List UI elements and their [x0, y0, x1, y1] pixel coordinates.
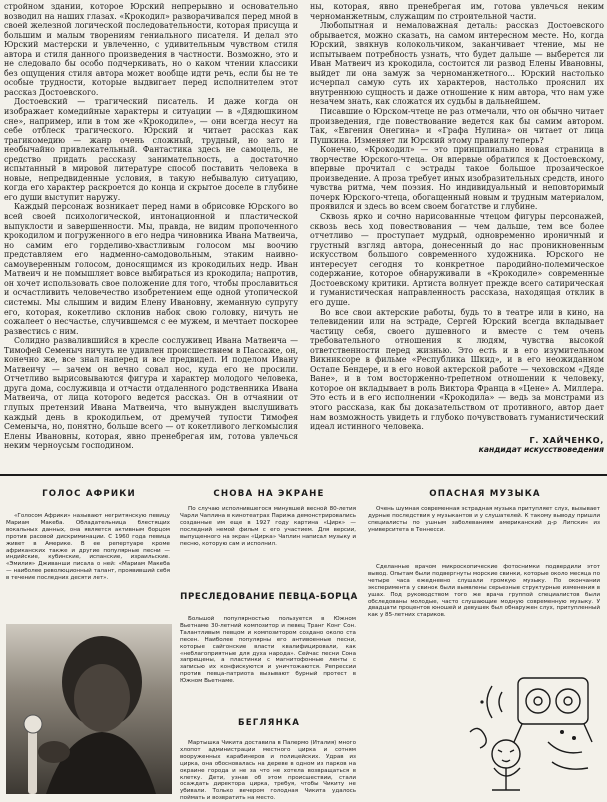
- singer-heading: ПРЕСЛЕДОВАНИЕ ПЕВЦА-БОРЦА: [180, 592, 358, 602]
- news-section: [0, 480, 607, 800]
- singer-text: Большой популярностью пользуется в Южном Вьетнаме 30-летний композитор и певец Транг Конг Сон. Талантливым певцом и композитором создано около ста песен. Наиболее популярны его антивоенные песни, которые сайгонские власти квалифицировали, как «неблагоприятные для духа народа». Сейчас песни Сона запрещены, а пластинки с магнитофонные ленты с записью их конфискуются и уничтожаются. Репрессии против певца-патриота вызывают бурный протест в Южном Вьетнаме.: [180, 616, 356, 685]
- screen-heading: СНОВА НА ЭКРАНЕ: [213, 489, 325, 499]
- article-signature: [310, 435, 604, 454]
- paragraph: Сквозь ярко и сочно нарисованные чтецом фигуры персонажей, сквозь весь ход повествования — чем дальше, тем все более отчетливо — проступает мудрый, одновременно ироничный и грустный взгляд автора, донесенный до нас проникновенным искусством большого современного художника. Юрского не интересует сегодня то конкретное пародийно-полемическое содержание, которое обнаруживали в «Крокодиле» современные Достоевскому критики. Артиста волнует прежде всего сатирическая и гуманистическая направленность рассказа, находящая отклик в его душе.: [310, 212, 604, 307]
- paragraph: Во все свои актерские работы, будь то в театре или в кино, на телевидении или на эстраде, Сергей Юрский всегда вкладывает частицу себя, своего душевного и вместе с тем очень требовательного отношения к людям, чувства высокой ответственности перед жизнью. Это есть и в его изумительном Викниксоре в фильме «Республика Шкид», и в его неожиданном Остапе Бендере, и в его новой актерской работе — чеховском «Дяде Ване», и в том восторженно-трепетном отношении к человеку, которое он вкладывает в роль Виктора Франца в «Цене» А. Миллера. Это есть и в его исполнении «Крокодила» — ведь за монстрами из этого рассказа, как бы доказательством от противного, автор дает нам возможность увидеть и глубоко почувствовать гуманистический идеал истинного человека.: [310, 307, 604, 432]
- runaway-heading: БЕГЛЯНКА: [237, 718, 301, 728]
- singer-photo-drawing: [6, 624, 172, 794]
- africa-text: «Голосом Африки» называют негритянскую певицу Мариам Макеба. Обладательница блестящих вокальных данных, она является активным борцом против расовой дискриминации. С 1960 года певица живет в Америке. В ее репертуаре кроме африканских также и другие популярные песни — индийские, кубинские, испанские, израильские. «Эмилия» Дживанши писала о ней: «Мариам Макеба — наиболее революционный талант, проявивший себя в течение последних десяти лет».: [6, 513, 170, 582]
- screen-text: По случаю исполнившегося минувшей весной 80-летия Чарли Чаплина в кинотеатрах Парижа демонстрировались созданные им еще в 1927 году картина «Цирк» — последний немой фильм с его участием. Для версии, выпущенного на экран «Цирка» Чаплин написал музыку и песню, которую сам и исполнил.: [180, 506, 356, 547]
- paragraph: Любопытная и немаловажная деталь: рассказ Достоевского обрывается, можно сказать, на самом интересном месте. Но, когда Юрский, звякнув колокольчиком, заканчивает чтение, мы не испытываем потребность узнать, что будет дальше — выберется ли Иван Матвеич из крокодила, состоится ли развод Елены Ивановны, выйдет ли она замуж за черноманжетного... Юрский настолько исчерпал самую суть их характеров, настолько прояснил их внутреннюю сущность и даже отношение к ним автора, что нам уже незачем знать, как сложатся их судьбы в дальнейшем.: [310, 21, 604, 107]
- africa-heading: ГОЛОС АФРИКИ: [42, 489, 136, 499]
- paragraph: Достоевский — трагический писатель. И даже когда он изображает комедийные характеры и ситуации — в «Дядюшкином сне», например, или в том же «Крокодиле», — они всегда несут на себе отблеск трагического. Юрский и читает рассказ как трагикомедию — жанр очень сложный, трудный, но зато и необычайно привлекательный. Фантастика здесь не самоцель, не средство придать рассказу занимательность, а достаточно испытанный в мировой литературе способ поставить человека в новые, непредвиденные условия, в такую небывалую ситуацию, когда его характер раскроется до конца и скрытое доселе в глубине его души выступит наружу.: [4, 97, 298, 202]
- paragraph: Солидно развалившийся в кресле сослуживец Ивана Матвеича — Тимофей Семеныч ничуть не удивлен происшествием в Пассаже, он, конечно же, все знал наперед и все предвидел. И поделом Ивану Матвеичу — зачем он вечно совал нос, куда его не просили. Отчетливо вырисовываются фигура и характер молодого человека, друга дома, сослуживца и отчасти отдаленного родственника Ивана Матвеича, от лица которого ведется рассказ. Он в отчаянии от глупых претензий Ивана Матвеича, что вынужден выслушивать каждый день в крокодильем, от дремучей тупости Тимофея Семеныча, но, понятно, больше всего — от кокетливого легкомыслия Елены Ивановны, которая, явно пренебрегая им, готова увлечься неким черноусым господином.: [4, 336, 298, 451]
- runaway-text: Мартышка Чикита доставила в Палермо (Италия) много хлопот администрации местного цирка и сотням вооруженных карабинеров и полицейских. Удрав из цирка, она обосновалась на дереве в одном из парков на окраине города и не за что не хотела возвращаться в клетку. Дети, узнав об этом происшествии, стали осаждать директора цирка, требуя, чтобы Чикиту не убивали. Только вечером голодная Чикита удалось поймать и возвратить на место.: [180, 740, 356, 802]
- paragraph: ны, которая, явно пренебрегая им, готова увлечься неким черноманжетным, служащим по строительной части.: [310, 2, 604, 21]
- music-cartoon: [462, 672, 602, 794]
- author-name: Г. ХАЙЧЕНКО,: [529, 434, 604, 445]
- music-heading: ОПАСНАЯ МУЗЫКА: [429, 489, 541, 499]
- article-left-column: [4, 2, 298, 451]
- singer-photo: [6, 624, 172, 794]
- paragraph: Писавшие о Юрском-чтеце не раз отмечали, что он обычно читает произведения, где повествование ведется как бы самим автором. Так, «Евгения Онегина» и «Графа Нулина» он читает от лица Пушкина. Изменяет ли Юрский этому правилу теперь?: [310, 107, 604, 145]
- paragraph: Конечно, «Крокодил» — это принципиально новая страница в творчестве Юрского-чтеца. Он впервые обратился к Достоевскому, впервые прочитал с эстрады такое большое прозаическое произведение. А проза требует иных изобразительных средств, иного чувства ритма, чем поэзия. Но индивидуальный и неповторимый почерк Юрского-чтеца, обогащенный новым и трудным материалом, проявился и здесь во всем своем богатстве и глубине.: [310, 145, 604, 212]
- article-right-column: [310, 2, 604, 454]
- author-role: кандидат искусствоведения: [478, 444, 604, 454]
- paragraph: Каждый персонаж возникает перед нами в обрисовке Юрского во всей своей психологической, интонационной и пластической выпуклости и завершенности. Мы, правда, не видим пропоченного крокодилом и погруженного в его недра чиновника Ивана Матвеича, но самим его горделиво-хвастливым голосом мы воочию представляем его надменно-самодовольным, этаким наивно-самоуверенным голосом, доносящимся из крокодильих недр. Иван Матвеич и не помышляет вовсе выбираться из крокодила; напротив, он хочет использовать свое положение для того, чтобы прославиться и осчастливить человечество изобретением еще одной утопической системы. Мы слышим и видим Елену Ивановну, жеманную супругу его, которая, кокетливо склонив набок свою головку, ничуть не сожалеет о несчастье, случившемся с ее мужем, и мечтает поскорее развестись с ним.: [4, 202, 298, 336]
- section-divider: [0, 474, 607, 476]
- music-text-2: Сделанные врачом микроскопические фотоснимки подвердили этот вывод. Опытам были подвергнуты морские свинки, которые около месяца по четыре часа ежедневно слушали громкую музыку. По окончании эксперимента у свинок были выявлены серьезные структурные изменения в ушах. Под руководством того же врача группой специалистов были обследованы молодые, часто слушающие модную современную музыку. У двадцати процентов юношей и девушек был обнаружен слух, притупленный как у 85-летних стариков.: [368, 564, 600, 619]
- cartoon-drawing: [462, 672, 602, 794]
- paragraph: стройном здании, которое Юрский непрерывно и основательно возводил на наших глазах. «Крокодил» разворачивался перед мной в своей железной логической последовательности, которая присуща и большим и малым творениям гениального писателя. И делал это Юрский мастерски и увлеченно, с удивительным чувством стиля автора и стиля данного произведения в частности. Возможно, это и не следовало бы особо подчеркивать, но о каком чтении классики без ощущения стиля автора может вообще идти речь, если бы не те особые трудности, которые выдвигает перед исполнителем этот рассказ Достоевского.: [4, 2, 298, 97]
- article: [4, 2, 604, 470]
- music-text-1: Очень шумная современная эстрадная музыка притупляет слух, вызывает дурные последствия у музыкантов и у слушателей. К такому выводу пришли специалисты по ушным заболеваниям американский д-р Липскин из университета в Теннесси.: [368, 506, 600, 533]
